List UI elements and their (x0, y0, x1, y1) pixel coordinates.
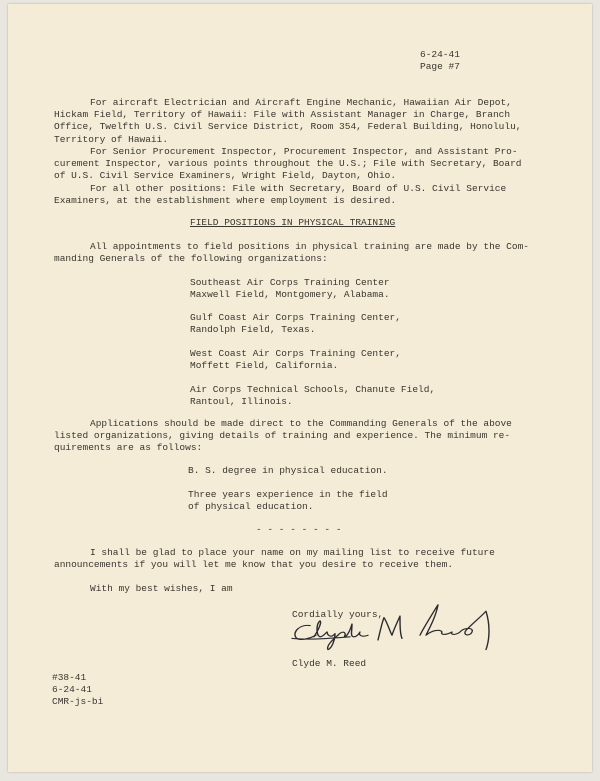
text-line: For all other positions: File with Secretary, Board of U.S. Civil Service (90, 183, 507, 194)
text-line: Three years experience in the field (188, 489, 388, 500)
text-line: All appointments to field positions in physical training are made by the Com- (90, 241, 529, 252)
reference-initials: CMR-js-bi (52, 696, 104, 708)
text-line: Office, Twelfth U.S. Civil Service District, Room 354, Federal Building, Honolulu, (54, 121, 522, 133)
text-line: West Coast Air Corps Training Center, (190, 348, 401, 359)
text-line: quirements are as follows: (54, 442, 203, 454)
text-line: Air Corps Technical Schools, Chanute Field, (190, 384, 436, 395)
typed-signer-name: Clyde M. Reed (292, 658, 367, 669)
text-line: manding Generals of the following organizations: (54, 253, 328, 265)
text-line: Moffett Field, California. (190, 360, 339, 372)
header-date: 6-24-41 (420, 49, 460, 60)
separator-dashes: - - - - - - - - (256, 524, 342, 535)
text-line: Hickam Field, Territory of Hawaii: File with Assistant Manager in Charge, Branch (54, 109, 511, 121)
paragraph-applications (54, 418, 512, 455)
text-line: of U.S. Civil Service Examiners, Wright Field, Dayton, Ohio. (54, 170, 397, 182)
text-line: With my best wishes, I am (90, 583, 233, 594)
text-line: of physical education. (188, 501, 314, 513)
section-heading: FIELD POSITIONS IN PHYSICAL TRAINING (190, 217, 396, 228)
handwritten-signature (290, 600, 510, 656)
organization-item (190, 384, 435, 408)
reference-date: 6-24-41 (52, 684, 92, 696)
paragraph-hawaii (54, 97, 521, 146)
text-line: announcements if you will let me know that you desire to receive them. (54, 559, 454, 571)
text-line: For aircraft Electrician and Aircraft Engine Mechanic, Hawaiian Air Depot, (90, 97, 512, 108)
organization-item (190, 277, 390, 301)
text-line: Randolph Field, Texas. (190, 324, 316, 336)
requirement-item (188, 465, 388, 477)
paragraph-procurement (54, 146, 521, 183)
text-line: I shall be glad to place your name on my mailing list to receive future (90, 547, 495, 558)
text-line: Rantoul, Illinois. (190, 396, 293, 408)
paragraph-best-wishes (54, 583, 233, 595)
text-line: Maxwell Field, Montgomery, Alabama. (190, 289, 390, 301)
header-page-number: Page #7 (420, 61, 460, 73)
organization-item (190, 312, 401, 336)
reference-number: #38-41 (52, 672, 87, 683)
paragraph-other-positions (54, 183, 506, 207)
text-line: Southeast Air Corps Training Center (190, 277, 390, 288)
text-line: Applications should be made direct to the Commanding Generals of the above (90, 418, 512, 429)
text-line: curement Inspector, various points throughout the U.S.; File with Secretary, Board (54, 158, 522, 170)
text-line: For Senior Procurement Inspector, Procurement Inspector, and Assistant Pro- (90, 146, 518, 157)
paragraph-mailing-list (54, 547, 495, 571)
text-line: Territory of Hawaii. (54, 133, 169, 145)
text-line: B. S. degree in physical education. (188, 465, 388, 476)
text-line: listed organizations, giving details of training and experience. The minimum re- (54, 430, 511, 442)
text-line: Gulf Coast Air Corps Training Center, (190, 312, 401, 323)
organization-item (190, 348, 401, 372)
closing-salutation: Cordially yours, (292, 609, 384, 620)
reference-block (52, 672, 103, 709)
paragraph-appointments (54, 241, 529, 265)
requirement-item (188, 489, 388, 513)
page-header (420, 49, 460, 73)
text-line: Examiners, at the establishment where employment is desired. (54, 195, 397, 207)
